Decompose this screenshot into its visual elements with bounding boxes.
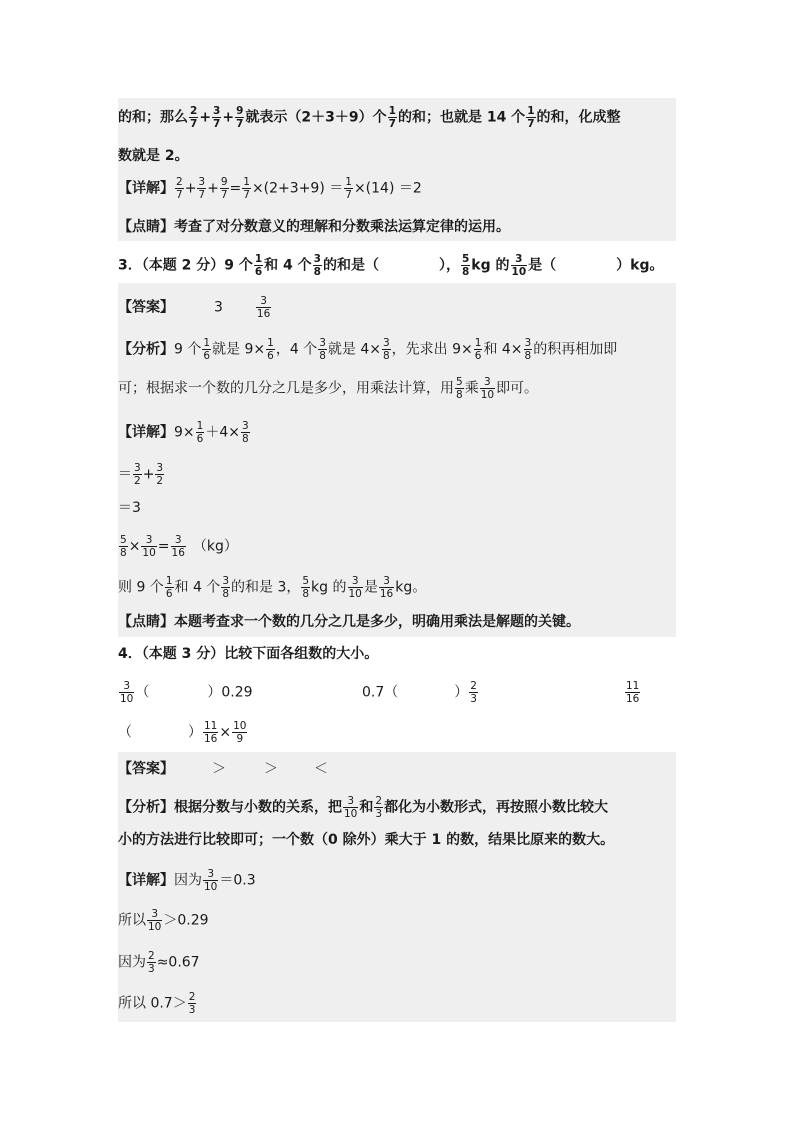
fraction: $\frac{3}{8}$	[524, 337, 532, 362]
q4-detail-3: 因为 $\frac{2}{3}$ ≈0.67	[118, 950, 200, 975]
fraction: $\frac{1}{6}$	[254, 253, 263, 278]
fraction: $\frac{1}{7}$	[345, 176, 352, 201]
q4-answer: 【答案】 ＞ ＞ ＜	[118, 761, 328, 777]
fraction: $\frac{3}{10}$	[120, 680, 134, 705]
fraction: $\frac{3}{2}$	[156, 462, 164, 487]
fraction: $\frac{9}{7}$	[236, 105, 244, 130]
fraction: $\frac{5}{8}$	[456, 376, 463, 401]
q4-analysis-2: 小的方法进行比较即可；一个数（0 除外）乘大于 1 的数，结果比原来的数大。	[118, 832, 615, 848]
q3-analysis-1: 【分析】9 个 $\frac{1}{6}$ 就是 9× $\frac{1}{6}$ ，4 个 $\frac{3}{8}$ 就是 4× $\frac{3}{8}$ ，先求出 9× $\frac{1}{6}$ 和 4× $\frac{3}{8}$ 的积再相加即	[118, 337, 618, 362]
fraction: $\frac{2}{3}$	[188, 991, 196, 1016]
fraction: $\frac{3}{10}$	[511, 253, 527, 278]
fraction: $\frac{3}{8}$	[222, 575, 229, 600]
q3-detail-4: $\frac{5}{8}$ × $\frac{3}{10}$ = $\frac{3}{16}$ （kg）	[120, 534, 238, 559]
fraction: $\frac{3}{16}$	[379, 575, 394, 600]
q4-row-1-right	[624, 680, 641, 705]
fraction: $\frac{3}{10}$	[344, 795, 358, 820]
q2-line-1: 的和；那么 $\frac{2}{7}$ + $\frac{3}{7}$ + $\frac{9}{7}$ 就表示（2＋3＋9）个 $\frac{1}{7}$ 的和；也就是 14 个 $\frac{1}{7}$ 的和，化成整	[118, 105, 621, 130]
fraction: $\frac{3}{10}$	[480, 376, 495, 401]
fraction: $\frac{11}{16}$	[204, 720, 218, 745]
q4-analysis-1: 【分析】根据分数与小数的关系，把 $\frac{3}{10}$ 和 $\frac{2}{3}$ 都化为小数形式，再按照小数比较大	[118, 795, 609, 820]
q3-point: 【点睛】本题考查求一个数的几分之几是多少，明确用乘法是解题的关键。	[118, 614, 580, 630]
q3-question: 3．（本题 2 分）9 个 $\frac{1}{6}$ 和 4 个 $\frac{3}{8}$ 的和是（ ）， $\frac{5}{8}$ kg 的 $\frac{3}{10}$ 是（ ）kg。	[118, 253, 664, 278]
fraction: $\frac{11}{16}$	[626, 680, 640, 705]
q3-detail-3: ＝3	[118, 500, 141, 516]
fraction: $\frac{2}{7}$	[190, 105, 198, 130]
fraction: $\frac{5}{8}$	[302, 575, 310, 600]
fraction: $\frac{3}{10}$	[348, 575, 362, 600]
q4-row-1: $\frac{3}{10}$ （ ）0.29	[120, 680, 253, 705]
q3-answer: 【答案】 3 $\frac{3}{16}$	[118, 295, 271, 320]
fraction: $\frac{1}{7}$	[388, 105, 396, 130]
fraction: $\frac{2}{3}$	[470, 680, 477, 705]
q4-detail-2: 所以 $\frac{3}{10}$ ＞0.29	[118, 908, 209, 933]
fraction: $\frac{1}{6}$	[267, 337, 274, 362]
fraction: $\frac{3}{7}$	[198, 176, 206, 201]
fraction: $\frac{2}{7}$	[176, 176, 183, 201]
fraction: $\frac{3}{8}$	[382, 337, 390, 362]
fraction: $\frac{9}{7}$	[220, 176, 228, 201]
fraction: $\frac{3}{8}$	[313, 253, 321, 278]
fraction: $\frac{1}{6}$	[196, 420, 204, 445]
q3-detail-2: ＝ $\frac{3}{2}$ + $\frac{3}{2}$	[118, 462, 164, 487]
q2-detail: 【详解】 $\frac{2}{7}$ + $\frac{3}{7}$ + $\frac{9}{7}$ = $\frac{1}{7}$ ×(2+3+9) ＝ $\frac{1}{7}$ ×(14) ＝2	[118, 176, 422, 201]
fraction: $\frac{1}{6}$	[474, 337, 482, 362]
fraction: $\frac{5}{8}$	[461, 253, 470, 278]
fraction: $\frac{1}{6}$	[203, 337, 211, 362]
fraction: $\frac{1}{7}$	[243, 176, 250, 201]
fraction: $\frac{10}{9}$	[233, 720, 247, 745]
q2-point: 【点睛】考查了对分数意义的理解和分数乘法运算定律的运用。	[118, 219, 510, 235]
fraction: $\frac{3}{10}$	[142, 534, 156, 559]
fraction: $\frac{3}{8}$	[241, 420, 249, 445]
q2-line-2: 数就是 2。	[118, 148, 189, 164]
fraction: $\frac{2}{3}$	[148, 950, 155, 975]
fraction: $\frac{3}{7}$	[213, 105, 221, 130]
q4-detail-4: 所以 0.7＞ $\frac{2}{3}$	[118, 991, 196, 1016]
q4-row-1-mid: 0.7（ ） $\frac{2}{3}$	[362, 680, 477, 705]
fraction: $\frac{3}{2}$	[134, 462, 141, 487]
fraction: $\frac{3}{10}$	[148, 908, 162, 933]
q4-row-2: （ ） $\frac{11}{16}$ × $\frac{10}{9}$	[118, 720, 247, 745]
fraction: $\frac{3}{16}$	[256, 295, 271, 320]
q4-question: 4．（本题 3 分）比较下面各组数的大小。	[118, 646, 379, 662]
fraction: $\frac{5}{8}$	[120, 534, 127, 559]
fraction: $\frac{1}{7}$	[527, 105, 535, 130]
fraction: $\frac{3}{16}$	[171, 534, 185, 559]
fraction: $\frac{3}{10}$	[204, 868, 218, 893]
q3-detail-1: 【详解】9× $\frac{1}{6}$ ＋4× $\frac{3}{8}$	[118, 420, 249, 445]
q3-detail-5: 则 9 个 $\frac{1}{6}$ 和 4 个 $\frac{3}{8}$ 的和是 3， $\frac{5}{8}$ kg 的 $\frac{3}{10}$ 是 $\frac{3}{16}$ kg。	[118, 575, 427, 600]
fraction: $\frac{1}{6}$	[165, 575, 173, 600]
q4-detail-1: 【详解】因为 $\frac{3}{10}$ ＝0.3	[118, 868, 256, 893]
q3-analysis-2: 可；根据求一个数的几分之几是多少，用乘法计算，用 $\frac{5}{8}$ 乘 $\frac{3}{10}$ 即可。	[118, 376, 539, 401]
fraction: $\frac{3}{8}$	[319, 337, 326, 362]
fraction: $\frac{2}{3}$	[375, 795, 383, 820]
